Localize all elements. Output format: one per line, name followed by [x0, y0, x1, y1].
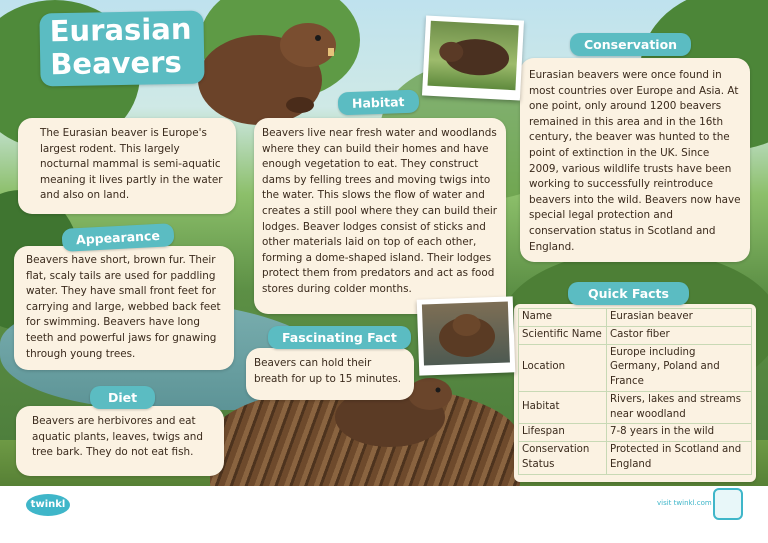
twinkl-logo[interactable]: twinkl — [26, 494, 70, 516]
intro-card — [18, 118, 236, 214]
quality-seal-icon — [713, 488, 743, 520]
quick-facts-row — [519, 344, 752, 391]
beaver-photo-1 — [422, 15, 524, 100]
quick-facts-rows — [519, 309, 752, 475]
diet-text: Beavers are herbivores and eat aquatic plants, leaves, twigs and tree bark. They do not eat fish. — [32, 415, 203, 459]
quick-facts-row — [519, 309, 752, 327]
habitat-card — [254, 118, 506, 314]
quick-facts-value: 7-8 years in the wild — [607, 424, 752, 442]
title-line-2: Beavers — [49, 45, 183, 82]
quick-facts-table — [518, 308, 752, 475]
quick-facts-card — [514, 304, 756, 482]
diet-card — [16, 406, 224, 476]
conservation-text: Eurasian beavers were once found in most countries over Europe and Asia. At one point, only around 1200 beavers remained in this area and in the 16th century, the beaver was hunted to the point of extinction in the UK. Since 2009, various wildlife trusts have been working to successfully reintroduce beavers into the wild. Beavers now have special legal protection and conservation status in Scotland and England. — [529, 69, 741, 253]
fact-card — [246, 348, 414, 400]
appearance-heading: Appearance — [61, 223, 174, 252]
title-line-1: Eurasian — [49, 11, 192, 49]
quick-facts-key: Scientific Name — [519, 326, 607, 344]
page-title — [39, 11, 204, 87]
quick-facts-row — [519, 424, 752, 442]
quick-facts-value: Europe including Germany, Poland and France — [607, 344, 752, 391]
beaver-illustration — [190, 10, 340, 130]
intro-text: The Eurasian beaver is Europe's largest rodent. This largely nocturnal mammal is semi-aquatic meaning it lives partly in the water and also on land. — [40, 127, 223, 202]
footer — [0, 486, 768, 543]
conservation-heading: Conservation — [570, 33, 691, 56]
beaver-photo-2 — [417, 296, 516, 375]
fact-heading: Fascinating Fact — [268, 326, 411, 349]
beaver-photo-subject — [422, 302, 510, 366]
quick-facts-row — [519, 391, 752, 424]
quick-facts-value: Eurasian beaver — [607, 309, 752, 327]
conservation-card — [520, 58, 750, 262]
quick-facts-value: Rivers, lakes and streams near woodland — [607, 391, 752, 424]
quick-facts-key: Lifespan — [519, 424, 607, 442]
appearance-card — [14, 246, 234, 370]
quick-facts-key: Name — [519, 309, 607, 327]
fact-text: Beavers can hold their breath for up to 15 minutes. — [254, 357, 402, 385]
diet-heading: Diet — [90, 386, 155, 409]
appearance-text: Beavers have short, brown fur. Their flat, scaly tails are used for paddling water. They have small front feet for carrying and large, webbed back feet for swimming. Beavers have long teeth and powerful jaws for gnawing through young trees. — [26, 254, 221, 360]
quick-facts-key: Habitat — [519, 391, 607, 424]
quick-facts-row — [519, 326, 752, 344]
habitat-text: Beavers live near fresh water and woodlands where they can build their homes and have enough vegetation to eat. They construct dams by felling trees and moving twigs into the water. This slows the flow of water and creates a still pool where they can build their lodges. Beaver lodges consist of sticks and other materials laid on top of each other, forming a dome-shaped island. Their lodges protect them from predators and act as food stores during colder months. — [262, 127, 498, 296]
quick-facts-key: Location — [519, 344, 607, 391]
visit-link[interactable]: visit twinkl.com — [657, 499, 712, 507]
quick-facts-value: Castor fiber — [607, 326, 752, 344]
quick-facts-value: Protected in Scotland and England — [607, 442, 752, 475]
beaver-photo-subject — [427, 21, 518, 91]
quick-facts-key: Conservation Status — [519, 442, 607, 475]
habitat-heading: Habitat — [338, 90, 419, 116]
quick-facts-heading: Quick Facts — [568, 282, 689, 305]
quick-facts-row — [519, 442, 752, 475]
